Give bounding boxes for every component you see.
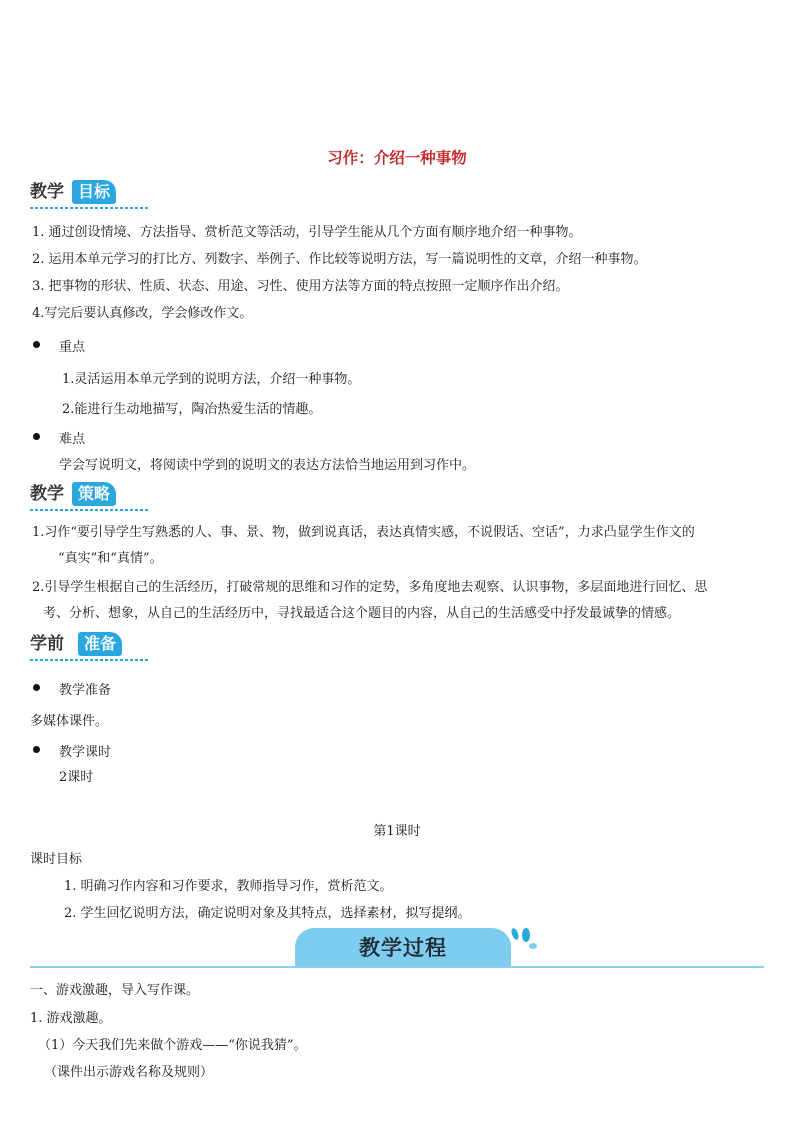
section-header-prep — [30, 630, 150, 658]
section-header-dark: 教学 — [30, 484, 64, 504]
strategy-item-line: 考、分析、想象，从自己的生活经历中，寻找最适合这个题目的内容，从自己的生活感受中抒发最诚挚的情感。 — [43, 606, 681, 621]
process-item: 1. 游戏激趣。 — [30, 1011, 112, 1026]
difficulty-label: 难点 — [59, 432, 86, 447]
dotted-underline — [30, 659, 148, 661]
strategy-item-line: 2.引导学生根据自己的生活经历，打破常规的思维和习作的定势，多角度地去观察、认识事物，多层面地进行回忆、思 — [32, 580, 708, 595]
materials-text: 多媒体课件。 — [30, 714, 109, 729]
section-header-goals — [30, 178, 150, 206]
section-header-dark: 学前 — [30, 634, 64, 654]
section-header-dark: 教学 — [30, 182, 64, 202]
process-banner — [30, 926, 764, 970]
hours-label: 教学课时 — [59, 745, 112, 760]
page-title: 习作：介绍一种事物 — [327, 148, 467, 167]
bullet-icon — [33, 684, 40, 691]
dotted-underline — [30, 207, 148, 209]
water-drops-icon — [508, 926, 538, 952]
goal-item: 4.写完后要认真修改，学会修改作文。 — [32, 306, 253, 321]
process-item: （课件出示游戏名称及规则） — [44, 1065, 214, 1080]
lesson-goal-item: 1. 明确习作内容和习作要求，教师指导习作，赏析范文。 — [64, 879, 393, 894]
process-item: 一、游戏激趣，导入写作课。 — [30, 983, 200, 998]
process-banner-title: 教学过程 — [295, 928, 511, 966]
bullet-icon — [33, 746, 40, 753]
difficulty-text: 学会写说明文，将阅读中学到的说明文的表达方法恰当地运用到习作中。 — [59, 458, 476, 473]
section-header-tag: 目标 — [72, 180, 116, 204]
lesson-goal-item: 2. 学生回忆说明方法，确定说明对象及其特点，选择素材，拟写提纲。 — [64, 906, 471, 921]
lesson-goals-label: 课时目标 — [30, 852, 83, 867]
goal-item: 1. 通过创设情境、方法指导、赏析范文等活动，引导学生能从几个方面有顺序地介绍一种事物。 — [32, 225, 582, 240]
section-header-tag: 准备 — [78, 632, 122, 656]
strategy-item-line: 1.习作“要引导学生写熟悉的人、事、景、物，做到说真话，表达真情实感，不说假话、空话”，力求凸显学生作文的 — [32, 525, 695, 540]
strategy-item-line: “真实”和“真情”。 — [58, 551, 163, 566]
bullet-icon — [33, 433, 40, 440]
goal-item: 2. 运用本单元学习的打比方、列数字、举例子、作比较等说明方法，写一篇说明性的文章，介绍一种事物。 — [32, 252, 647, 267]
process-item: （1）今天我们先来做个游戏——“你说我猜”。 — [38, 1038, 307, 1053]
key-point-item: 1.灵活运用本单元学到的说明方法，介绍一种事物。 — [62, 372, 361, 387]
lesson-title: 第1课时 — [373, 824, 421, 839]
section-header-tag: 策略 — [72, 482, 116, 506]
dotted-underline — [30, 509, 148, 511]
key-points-label: 重点 — [59, 340, 86, 355]
hours-text: 2课时 — [59, 770, 94, 785]
materials-label: 教学准备 — [59, 683, 112, 698]
banner-underline — [30, 966, 764, 968]
bullet-icon — [33, 341, 40, 348]
section-header-strategy — [30, 480, 150, 508]
key-point-item: 2.能进行生动地描写，陶冶热爱生活的情趣。 — [62, 402, 322, 417]
goal-item: 3. 把事物的形状、性质、状态、用途、习性、使用方法等方面的特点按照一定顺序作出介绍。 — [32, 279, 569, 294]
